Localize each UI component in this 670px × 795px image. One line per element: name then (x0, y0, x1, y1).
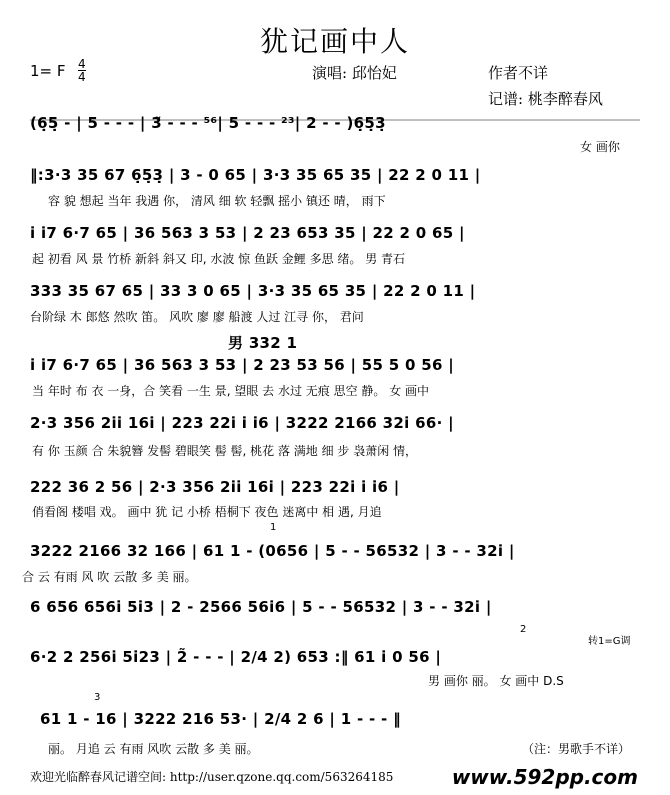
singer-note: （注：男歌手不详） (522, 742, 631, 756)
volta-2: 2 (520, 624, 527, 635)
time-top: 4 (78, 57, 86, 71)
singer-label: 演唱: 邱怡妃 (312, 64, 397, 82)
time-bottom: 4 (78, 70, 86, 84)
volta-1: 1 (270, 522, 277, 533)
score-row-7: 222 36 2 56 | 2·3 356 2i̇i̇ 16i̇ | 223 22i̇ i̇ i̇6 | (30, 478, 400, 496)
lyrics-row-5: 当 年时 布 衣 一身，合 笑看 一生 景, 望眼 去 水过 无痕 思空 静。 女 画中 (32, 384, 430, 398)
song-title: 犹记画中人 (259, 25, 410, 58)
score-row-8: 3222 2166 32 166 | 61 1 - (0656 | 5 - - 56532 | 3 - - 32i̇ | (30, 542, 515, 560)
volta-pre-male: 男 332 1 (228, 334, 298, 352)
footer-credit: 欢迎光临醉春风记谱空间: http://user.qzone.qq.com/563264185 (30, 770, 394, 784)
score-row-9: 6 656 656i̇ 5i̇3 | 2 - 2566 56i̇6 | 5 - - 56532 | 3 - - 32i̇ | (30, 598, 492, 616)
transcriber-label: 记谱: 桃李醉春风 (488, 90, 603, 108)
score-row-2: ‖:3·3 35 67 6̣5̣3̣ | 3 - 0 65 | 3·3 35 65 35 | 22 2 0 11 | (30, 166, 481, 184)
author-label: 作者不详 (488, 64, 549, 82)
score-row-1: (6̣5̣ - | 5 - - - | 3̃ - - - ⁵⁶| 5 - - - ²³| 2 - - )6̣5̣3̣ (30, 114, 386, 132)
lyrics-row-1: 女 画你 (580, 140, 620, 154)
score-row-10: 6·2 2 256i̇ 5i̇23 | 2̃ - - - | 2/4 2) 653 :‖ 61 i̇ 0 56 | (30, 648, 442, 666)
score-row-5: i̇ i̇7 6·7 65 | 36 563 3 53 | 2 23 53 56 | 55 5 0 56 | (30, 356, 455, 374)
score-row-6: 2·3 356 2i̇i̇ 16i̇ | 223 22i̇ i̇ i̇6 | 3222 2166 32i̇ 66· | (30, 414, 454, 432)
score-row-4: 333 35 67 65 | 33 3 0 65 | 3·3 35 65 35 | 22 2 0 11 | (30, 282, 476, 300)
lyrics-row-7: 俏看阁 楼唱 戏。 画中 犹 记 小桥 梧桐下 夜色 迷离中 相 遇, 月追 (32, 505, 382, 519)
lyrics-row-6: 有 你 玉颜 合 朱貌簪 发髻 碧眼笑 髻 髻, 桃花 落 满地 细 步 袅萧闲 情， (32, 444, 418, 458)
lyrics-row-3: 起 初看 风 景 竹桥 新斜 斜又 印, 水波 惊 鱼跃 金鲤 多思 绪。 男 青石 (32, 252, 406, 266)
volta-3: 3 (94, 692, 101, 703)
modulation-label: 转1=G调 (588, 636, 631, 647)
score-row-3: i̇ i̇7 6·7 65 | 36 563 3 53 | 2 23 653 35 | 22 2 0 65 | (30, 224, 465, 242)
lyrics-row-4: 台阶绿 木 郎悠 然吹 笛。 风吹 廖 廖 船渡 人过 江寻 你， 君问 (30, 310, 364, 324)
lyrics-row-2: 容 貌 想起 当年 我遇 你， 清风 细 软 轻飘 摇小 镇还 晴， 雨下 (48, 194, 386, 208)
score-row-11: 61 1 - 16 | 3222 216 53· | 2/4 2 6 | 1 - - - ‖ (40, 710, 401, 728)
site-watermark: www.592pp.com (451, 765, 638, 789)
lyrics-row-8: 合 云 有雨 风 吹 云散 多 美 丽。 (22, 570, 197, 584)
lyrics-row-11: 丽。 月追 云 有雨 风吹 云散 多 美 丽。 (48, 742, 259, 756)
key-signature: 1= F (30, 62, 66, 80)
lyrics-row-10: 男 画你 丽。 女 画中 D.S (428, 674, 564, 688)
